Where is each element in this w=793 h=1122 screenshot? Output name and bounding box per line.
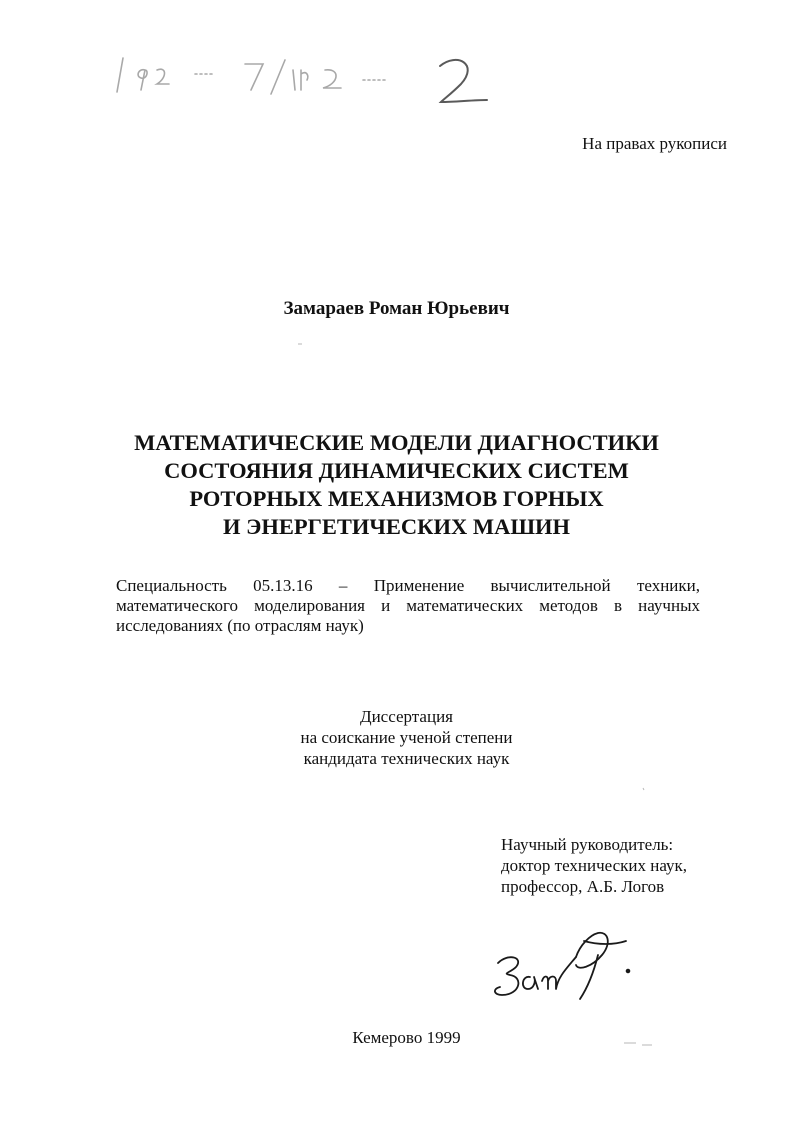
specialty-paragraph — [116, 576, 700, 636]
dissertation-title — [0, 429, 793, 541]
title-line: МАТЕМАТИЧЕСКИЕ МОДЕЛИ ДИАГНОСТИКИ — [134, 430, 659, 455]
dissertation-type — [0, 706, 793, 769]
supervisor-line: Научный руководитель: — [501, 835, 674, 854]
author-name: Замараев Роман Юрьевич — [283, 298, 510, 319]
city-year: Кемерово 1999 — [352, 1028, 461, 1047]
title-line: И ЭНЕРГЕТИЧЕСКИХ МАШИН — [222, 514, 571, 539]
specialty-line: Специальность 05.13.16 – Применение вычислительной техники, — [116, 576, 700, 595]
dissertation-line: на соискание ученой степени — [300, 728, 513, 747]
handwritten-archive-note — [95, 40, 515, 120]
specialty-line: исследованиях (по отраслям наук) — [116, 616, 364, 635]
dissertation-line: кандидата технических наук — [303, 749, 510, 768]
supervisor-line: доктор технических наук, — [501, 856, 688, 875]
specialty-line: математического моделирования и математических методов в научных — [116, 596, 700, 615]
dissertation-line: Диссертация — [359, 707, 453, 726]
rights-notice: На правах рукописи — [582, 134, 727, 153]
supervisor-block — [501, 834, 687, 897]
title-line: СОСТОЯНИЯ ДИНАМИЧЕСКИХ СИСТЕМ — [164, 458, 629, 483]
supervisor-line: профессор, А.Б. Логов — [501, 877, 665, 896]
author-signature — [480, 915, 640, 1015]
title-line: РОТОРНЫХ МЕХАНИЗМОВ ГОРНЫХ — [189, 486, 604, 511]
